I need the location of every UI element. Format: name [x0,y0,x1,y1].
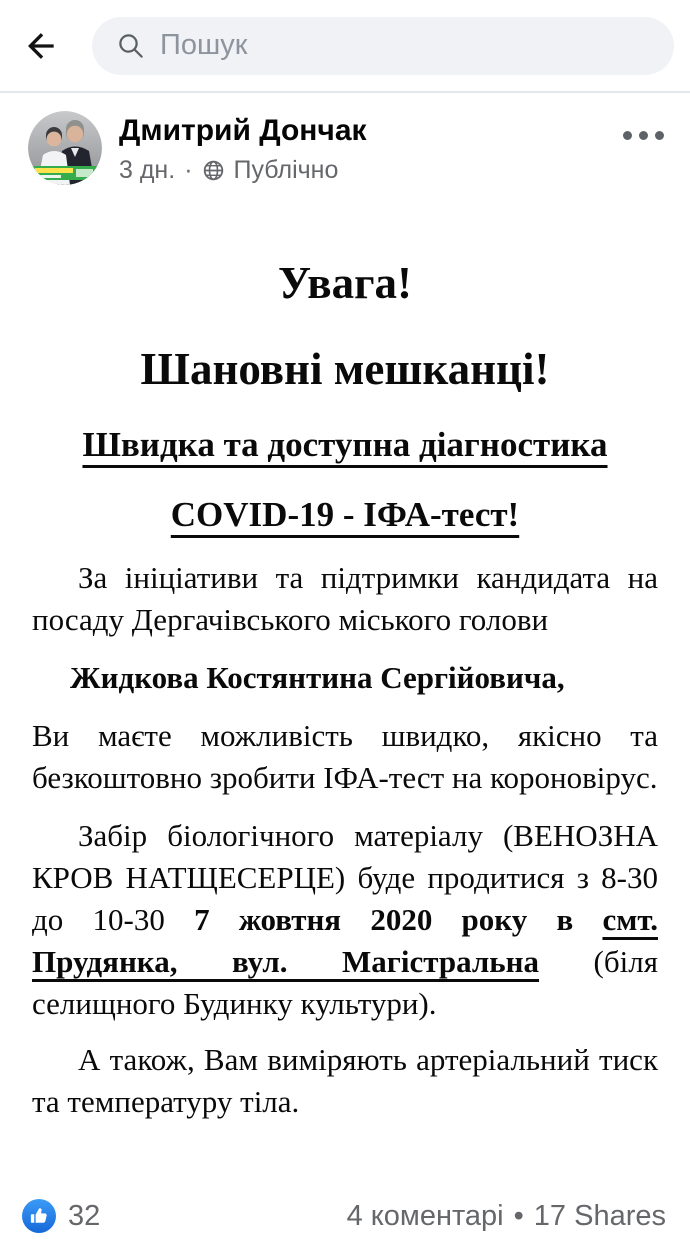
post-timestamp: 3 дн. [119,156,176,184]
top-navigation-bar [0,0,690,93]
shares-count: 17 Shares [533,1199,666,1232]
flyer-p3-tail: (біля селищного Будинку культури). [32,944,658,1021]
avatar-photo [28,111,102,185]
flyer-candidate-name: Жидкова Костянтина Сергійовича, [70,660,565,695]
flyer-paragraph-4: А також, Вам виміряють артеріальний тиск та температуру тіла. [32,1042,658,1119]
search-input[interactable] [92,17,674,75]
search-placeholder: Пошук [160,29,248,61]
flyer-paragraph-1: За ініціативи та підтримки кандидата на посаду Дергачівського міського голови [32,560,658,637]
flyer-subheading-2: COVID-19 - ІФА-тест! [170,495,520,534]
like-count: 32 [68,1199,101,1232]
comments-shares-summary[interactable] [347,1200,666,1233]
like-summary[interactable] [22,1199,100,1233]
flyer-p3-date-bold: 7 жовтня 2020 року [194,902,528,937]
thumbs-up-icon [29,1206,49,1226]
dot [639,131,648,140]
back-button[interactable] [18,23,64,69]
author-name[interactable]: Дмитрий Дончак [119,114,367,147]
like-icon [22,1199,56,1233]
post-meta [119,156,617,185]
arrow-left-icon [22,27,60,65]
flyer-p3-text: Забір біологічного матеріалу (ВЕНОЗНА КРОВ НАТЩЕСЕРЦЕ) буде продитися з 8-30 до 10-30 [32,818,658,937]
flyer-p3-address-underlined: смт. Прудянка, вул. Магістральна [32,902,658,979]
flyer-subheading-1: Швидка та доступна діагностика [82,425,608,464]
flyer-paragraph-3 [32,815,658,1025]
dot [655,131,664,140]
globe-icon [202,159,225,182]
more-options-button[interactable] [617,117,670,154]
comments-count: 4 коментарі [346,1199,504,1232]
dot [623,131,632,140]
meta-separator: · [184,156,193,184]
flyer-heading-2: Шановні мешканці! [140,344,550,394]
avatar[interactable] [28,111,102,185]
flyer-heading-1: Увага! [277,258,413,308]
flyer-p3-conjunction: в [527,902,603,937]
footer-separator: • [513,1199,524,1232]
post-footer [0,1188,690,1260]
privacy-label: Публічно [233,156,339,184]
post-image-flyer[interactable] [0,257,690,1123]
flyer-paragraph-2: Ви маєте можливість швидко, якісно та безкоштовно зробити ІФА-тест на короновірус. [32,718,658,795]
post-header-text [119,111,617,185]
post-header [0,93,690,185]
search-icon [116,31,146,61]
